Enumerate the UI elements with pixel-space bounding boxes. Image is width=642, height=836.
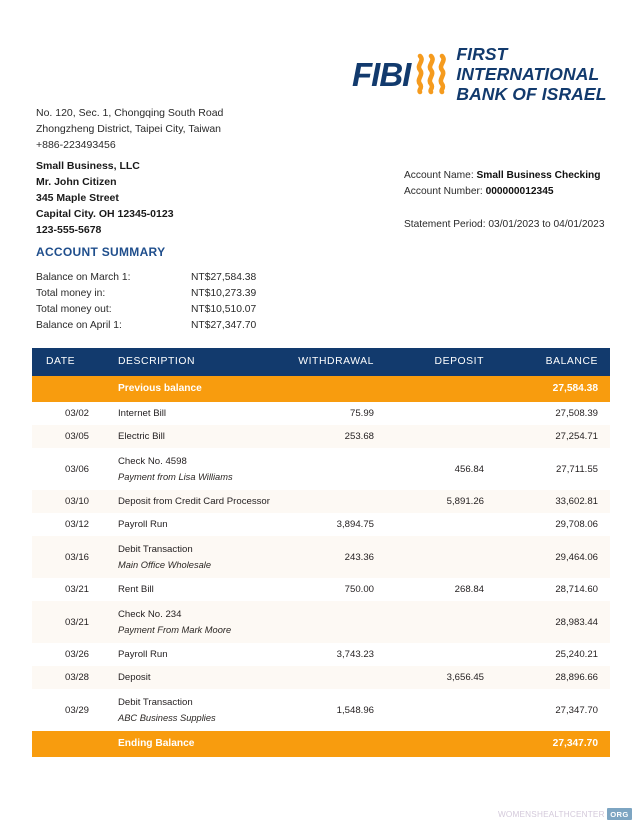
cell-balance: 29,708.06	[502, 513, 610, 536]
cell-deposit: 5,891.26	[392, 490, 502, 513]
description-text: Debit Transaction	[118, 544, 193, 555]
bank-name-line1: FIRST INTERNATIONAL	[456, 43, 600, 84]
table-row	[32, 402, 610, 425]
column-header-description: DESCRIPTION	[108, 348, 270, 376]
customer-company: Small Business, LLC	[36, 160, 140, 172]
cell-deposit	[392, 513, 502, 536]
cell-deposit	[392, 643, 502, 666]
summary-amount: NT$27,347.70	[191, 319, 257, 331]
cell-description	[108, 425, 270, 448]
description-memo: Payment from Lisa Williams	[118, 472, 233, 482]
cell-deposit: 268.84	[392, 578, 502, 601]
cell-withdrawal: 3,743.23	[270, 643, 392, 666]
table-row	[32, 536, 610, 578]
summary-label: Total money out:	[36, 303, 112, 315]
cell-balance: 27,508.39	[502, 402, 610, 425]
transactions-header	[32, 348, 610, 376]
cell-description	[108, 490, 270, 513]
description-text: Electric Bill	[118, 431, 165, 442]
table-row	[32, 425, 610, 448]
account-summary-title: ACCOUNT SUMMARY	[36, 245, 166, 259]
cell-date: 03/16	[32, 536, 108, 578]
cell-date: 03/12	[32, 513, 108, 536]
account-number-label: Account Number:	[404, 186, 483, 198]
account-info	[404, 168, 605, 233]
cell-withdrawal	[270, 490, 392, 513]
summary-row	[36, 302, 286, 318]
cell-balance: 27,347.70	[502, 689, 610, 731]
customer-address	[36, 159, 174, 239]
cell-balance: 29,464.06	[502, 536, 610, 578]
three-wavy-lines-icon	[415, 53, 449, 95]
cell-balance: 28,714.60	[502, 578, 610, 601]
summary-row	[36, 317, 286, 333]
table-row	[32, 448, 610, 490]
account-name-label: Account Name:	[404, 170, 474, 181]
description-text: Debit Transaction	[118, 697, 193, 708]
account-summary-body	[36, 270, 286, 333]
description-text: Deposit	[118, 672, 151, 683]
table-row	[32, 689, 610, 731]
ending-balance-row	[32, 731, 610, 757]
summary-row	[36, 270, 286, 286]
cell-description	[108, 578, 270, 601]
previous-balance-row-label: Previous balance	[108, 376, 270, 402]
cell-withdrawal: 75.99	[270, 402, 392, 425]
customer-street: 345 Maple Street	[36, 191, 119, 204]
summary-amount: NT$27,584.38	[191, 272, 257, 284]
cell-deposit: 456.84	[392, 448, 502, 490]
logo-wordmark: FIBI	[352, 55, 411, 93]
cell-deposit	[392, 689, 502, 731]
summary-amount: NT$10,273.39	[191, 288, 257, 300]
cell-withdrawal: 3,894.75	[270, 513, 392, 536]
bank-address	[36, 106, 223, 154]
column-header-date: DATE	[32, 348, 108, 376]
account-summary-table	[36, 270, 286, 333]
summary-label: Balance on March 1:	[36, 272, 131, 284]
description-text: Rent Bill	[118, 584, 154, 595]
cell-description	[108, 513, 270, 536]
cell-description	[108, 402, 270, 425]
description-text: Deposit from Credit Card Processor	[118, 496, 270, 507]
description-memo: ABC Business Supplies	[118, 713, 216, 723]
cell-date: 03/21	[32, 578, 108, 601]
customer-city-state-zip: Capital City. OH 12345-0123	[36, 207, 174, 220]
cell-description	[108, 689, 270, 731]
bank-name-line2: BANK OF ISRAEL	[456, 84, 607, 105]
column-header-balance: BALANCE	[502, 348, 610, 376]
cell-date: 03/26	[32, 643, 108, 666]
cell-date: 03/21	[32, 601, 108, 643]
cell-description	[108, 536, 270, 578]
cell-date: 03/06	[32, 448, 108, 490]
description-text: Payroll Run	[118, 649, 168, 660]
cell-deposit	[392, 425, 502, 448]
bank-address-line1: No. 120, Sec. 1, Chongqing South Road	[36, 107, 224, 119]
summary-label: Total money in:	[36, 288, 106, 300]
description-text: Internet Bill	[118, 408, 166, 419]
table-row	[32, 490, 610, 513]
cell-withdrawal: 253.68	[270, 425, 392, 448]
cell-description	[108, 666, 270, 689]
cell-withdrawal	[270, 448, 392, 490]
summary-amount: NT$10,510.07	[191, 303, 257, 315]
band-withdrawal-cell	[270, 376, 392, 402]
column-header-deposit: DEPOSIT	[392, 348, 502, 376]
account-name-value: Small Business Checking	[476, 170, 601, 181]
table-row	[32, 666, 610, 689]
summary-row	[36, 286, 286, 302]
cell-date: 03/02	[32, 402, 108, 425]
bank-address-line2: Zhongzheng District, Taipei City, Taiwan	[36, 122, 222, 135]
description-text: Check No. 4598	[118, 456, 187, 467]
cell-balance: 27,711.55	[502, 448, 610, 490]
cell-deposit	[392, 536, 502, 578]
cell-withdrawal: 1,548.96	[270, 689, 392, 731]
transactions-body	[32, 376, 610, 757]
account-number-row	[404, 184, 605, 200]
table-row	[32, 578, 610, 601]
cell-description	[108, 643, 270, 666]
site-watermark	[497, 803, 629, 825]
watermark-text: WOMENSHEALTHCENTER	[498, 809, 605, 819]
cell-deposit	[392, 601, 502, 643]
bank-logo	[352, 43, 610, 105]
cell-balance: 25,240.21	[502, 643, 610, 666]
band-date-cell	[32, 731, 108, 757]
bank-name	[456, 44, 610, 105]
account-number-value: 000000012345	[485, 186, 554, 198]
description-text: Check No. 234	[118, 609, 182, 620]
cell-date: 03/05	[32, 425, 108, 448]
previous-balance-row	[32, 376, 610, 402]
cell-balance: 33,602.81	[502, 490, 610, 513]
cell-description	[108, 601, 270, 643]
cell-withdrawal	[270, 666, 392, 689]
ending-balance-row-label: Ending Balance	[108, 731, 270, 757]
description-memo: Payment From Mark Moore	[118, 625, 232, 635]
cell-deposit: 3,656.45	[392, 666, 502, 689]
table-row	[32, 601, 610, 643]
cell-date: 03/10	[32, 490, 108, 513]
cell-deposit	[392, 402, 502, 425]
transactions-header-row	[32, 348, 610, 376]
watermark-badge: ORG	[607, 808, 632, 820]
previous-balance-row-amount: 27,584.38	[502, 376, 610, 402]
account-name-row	[404, 168, 605, 184]
cell-description	[108, 448, 270, 490]
cell-balance: 28,896.66	[502, 666, 610, 689]
table-row	[32, 643, 610, 666]
column-header-withdrawal: WITHDRAWAL	[270, 348, 392, 376]
customer-name: Mr. John Citizen	[36, 175, 117, 188]
cell-balance: 27,254.71	[502, 425, 610, 448]
table-row	[32, 513, 610, 536]
cell-withdrawal: 243.36	[270, 536, 392, 578]
cell-date: 03/29	[32, 689, 108, 731]
statement-period: Statement Period: 03/01/2023 to 04/01/2023	[404, 218, 605, 230]
cell-withdrawal	[270, 601, 392, 643]
description-memo: Main Office Wholesale	[118, 560, 212, 570]
bank-phone: +886-223493456	[36, 138, 116, 151]
customer-phone: 123-555-5678	[36, 223, 102, 236]
band-deposit-cell	[392, 376, 502, 402]
summary-label: Balance on April 1:	[36, 319, 122, 331]
ending-balance-row-amount: 27,347.70	[502, 731, 610, 757]
cell-date: 03/28	[32, 666, 108, 689]
cell-withdrawal: 750.00	[270, 578, 392, 601]
transactions-table	[32, 348, 610, 757]
band-withdrawal-cell	[270, 731, 392, 757]
band-date-cell	[32, 376, 108, 402]
description-text: Payroll Run	[118, 519, 168, 530]
band-deposit-cell	[392, 731, 502, 757]
cell-balance: 28,983.44	[502, 601, 610, 643]
